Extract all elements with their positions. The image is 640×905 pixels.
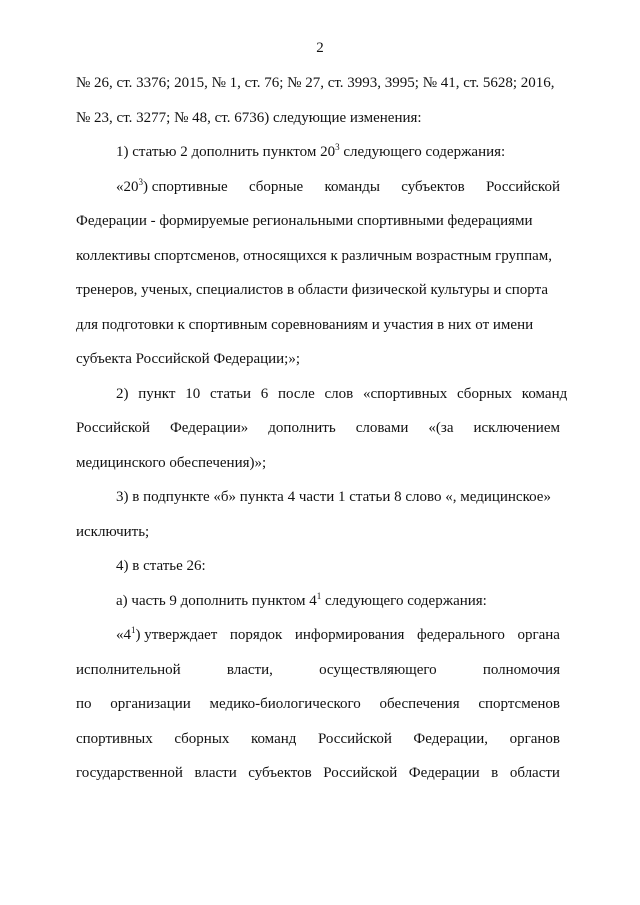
word: государственной (76, 765, 183, 781)
text-line (76, 377, 568, 412)
word: организации (110, 696, 191, 712)
superscript: 1 (316, 590, 322, 601)
text-line-content: коллективы спортсменов, относящихся к различным возрастным группам, (76, 247, 553, 264)
word: спортсменов (478, 696, 560, 712)
word: органов (509, 730, 560, 747)
text-line (76, 618, 560, 653)
text-fragment: ) (143, 178, 148, 195)
text-line-content: 2) пункт 10 статьи 6 после слов «спортивных сборных команд (116, 385, 568, 402)
text-fragment: следующего содержания: (321, 592, 487, 609)
word: порядок (229, 627, 283, 643)
word: органа (517, 627, 560, 643)
superscript: 3 (335, 142, 340, 152)
paragraph-item-4 (76, 549, 560, 584)
word: обеспечения (379, 696, 460, 712)
text-line (76, 308, 560, 343)
page-number: 2 (316, 40, 324, 56)
text-line (76, 722, 560, 757)
word: команды (324, 178, 381, 195)
text-line (76, 135, 560, 170)
word: полномочия (482, 661, 560, 678)
paragraph-item-1 (76, 135, 560, 170)
word: власти (194, 765, 237, 781)
superscript: 3 (138, 176, 143, 187)
text-fragment: следующего содержания: (339, 144, 506, 160)
word: сборные (248, 178, 304, 195)
text-line-content: тренеров, ученых, специалистов в области физической культуры и спорта (76, 282, 548, 298)
paragraph-item-2 (76, 377, 568, 481)
text-line (76, 584, 560, 619)
word: власти, (226, 661, 273, 678)
text-line: 3) в подпункте «б» пункта 4 части 1 статьи 8 слово «, медицинское» (116, 489, 551, 505)
word: субъектов (401, 178, 465, 195)
text-line (76, 170, 560, 205)
text-fragment: а) часть 9 дополнить пунктом 4 (116, 592, 317, 609)
text-line: медицинского обеспечения)»; (76, 454, 267, 471)
text-line (76, 66, 560, 101)
word: области (509, 765, 560, 781)
word: Российской (486, 178, 560, 195)
word: спортивные (151, 178, 228, 195)
paragraph-definition-20-3 (76, 170, 560, 377)
text-fragment: «20 (116, 178, 139, 195)
word: медико-биологического (209, 696, 361, 712)
word: исключением (473, 420, 560, 436)
text-line: субъекта Российской Федерации;»; (76, 351, 301, 367)
word: Федерации (408, 765, 480, 781)
text-fragment: 1) статью 2 дополнить пунктом 20 (116, 144, 336, 160)
superscript: 1 (131, 625, 136, 635)
word: сборных (174, 730, 230, 747)
word: команд (250, 730, 297, 747)
text-line (76, 204, 560, 239)
word: «(за (428, 420, 454, 436)
word: субъектов (248, 765, 312, 781)
text-fragment: ) (135, 627, 141, 643)
text-line: исключить; (76, 523, 150, 540)
text-line-content: Федерации - формируемые региональными спортивными федерациями (76, 213, 533, 229)
text-line (76, 411, 560, 446)
word: Федерации, (413, 730, 489, 747)
text-line (76, 756, 560, 791)
word: словами (355, 420, 409, 436)
text-line: № 23, ст. 3277; № 48, ст. 6736) следующие изменения: (76, 109, 422, 126)
word: спортивных (76, 730, 153, 747)
document-body (76, 66, 568, 791)
text-line (76, 653, 560, 688)
word: исполнительной (76, 661, 181, 678)
paragraph-definition-4-1 (76, 618, 560, 791)
paragraph-intro (76, 66, 560, 135)
word: Российской (323, 765, 398, 781)
word: Российской (76, 420, 150, 436)
text-fragment: «4 (116, 627, 131, 643)
word: федерального (417, 627, 505, 643)
word: по (76, 696, 92, 712)
word: Федерации» (169, 420, 249, 436)
text-line (76, 273, 560, 308)
word: утверждает (144, 627, 218, 643)
text-line-content: № 26, ст. 3376; 2015, № 1, ст. 76; № 27, ст. 3993, 3995; № 41, ст. 5628; 2016, (76, 75, 555, 91)
word: дополнить (268, 420, 336, 436)
word: осуществляющего (319, 661, 437, 678)
text-line (76, 687, 560, 722)
paragraph-item-3 (76, 480, 560, 549)
word: информирования (294, 627, 405, 643)
text-line: 4) в статье 26: (116, 558, 206, 574)
text-fragment (116, 618, 217, 653)
text-line-content: для подготовки к спортивным соревнованиям и участия в них от имени (76, 316, 534, 333)
text-line (76, 239, 560, 274)
text-fragment (116, 170, 228, 205)
word: в (491, 765, 499, 781)
paragraph-item-4a (76, 584, 560, 619)
word: Российской (317, 730, 392, 747)
